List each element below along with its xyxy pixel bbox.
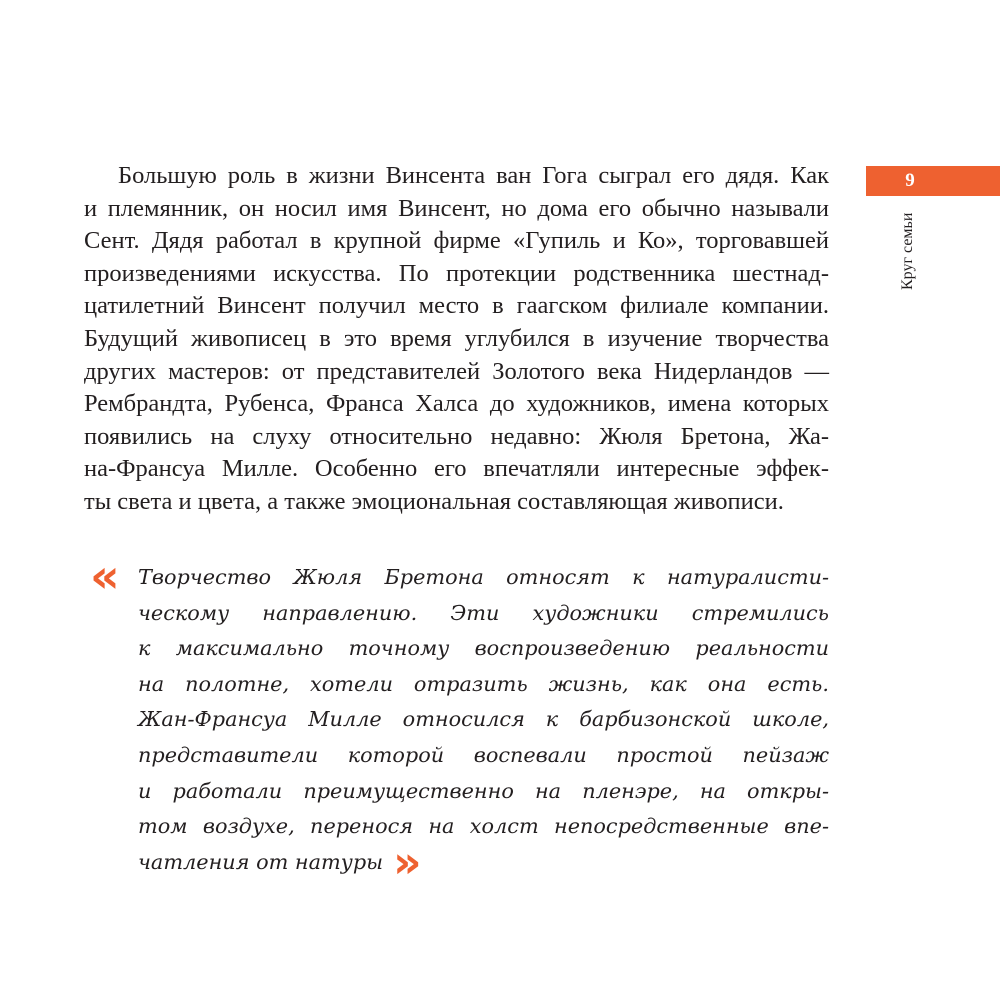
quote-line-final	[84, 836, 829, 888]
page-number: 9	[905, 170, 915, 191]
body-line: Сент. Дядя работал в крупной фирме «Гупиль и Ко», торговавшей	[84, 227, 829, 255]
quote-line-text: чатления от натуры	[138, 849, 384, 874]
body-line: Большую роль в жизни Винсента ван Гога сыграл его дядя. Как	[118, 162, 829, 189]
page-number-tab	[866, 166, 1000, 196]
body-line: Рембрандта, Рубенса, Франса Халса до художников, имена которых	[84, 390, 829, 418]
body-paragraph	[84, 160, 829, 519]
quote-line: Жан-Франсуа Милле относился к барбизонской школе,	[138, 707, 829, 732]
quote-line: ческому направлению. Эти художники стремились	[138, 600, 829, 625]
body-line: появились на слуху относительно недавно: Жюля Бретона, Жа-	[84, 422, 829, 450]
body-line: и племянник, он носил имя Винсент, но дома его обычно называли	[84, 194, 829, 222]
open-quote-mark: «	[90, 549, 120, 603]
quote-line: представители которой воспевали простой пейзаж	[138, 742, 829, 767]
body-line: цатилетний Винсент получил место в гаагском филиале компании.	[84, 292, 829, 320]
body-line: Будущий живописец в это время углубился в изучение творчества	[84, 324, 829, 352]
quote-line: и работали преимущественно на пленэре, на откры-	[138, 778, 829, 803]
body-line: на-Франсуа Милле. Особенно его впечатляли интересные эффек-	[84, 455, 829, 483]
quote-line: том воздухе, перенося на холст непосредственные впе-	[138, 814, 829, 839]
pull-quote	[84, 560, 829, 888]
quote-line: Творчество Жюля Бретона относят к натуралисти-	[138, 565, 829, 589]
quote-line: к максимально точному воспроизведению реальности	[138, 636, 829, 661]
quote-line: на полотне, хотели отразить жизнь, как она есть.	[138, 671, 829, 696]
body-line: ты света и цвета, а также эмоциональная составляющая живописи.	[84, 487, 784, 515]
close-quote-mark: »	[393, 836, 422, 888]
body-line: произведениями искусства. По протекции родственника шестнад-	[84, 259, 829, 287]
body-line: других мастеров: от представителей Золотого века Нидерландов —	[84, 357, 829, 385]
section-title: Круг семьи	[899, 212, 916, 290]
